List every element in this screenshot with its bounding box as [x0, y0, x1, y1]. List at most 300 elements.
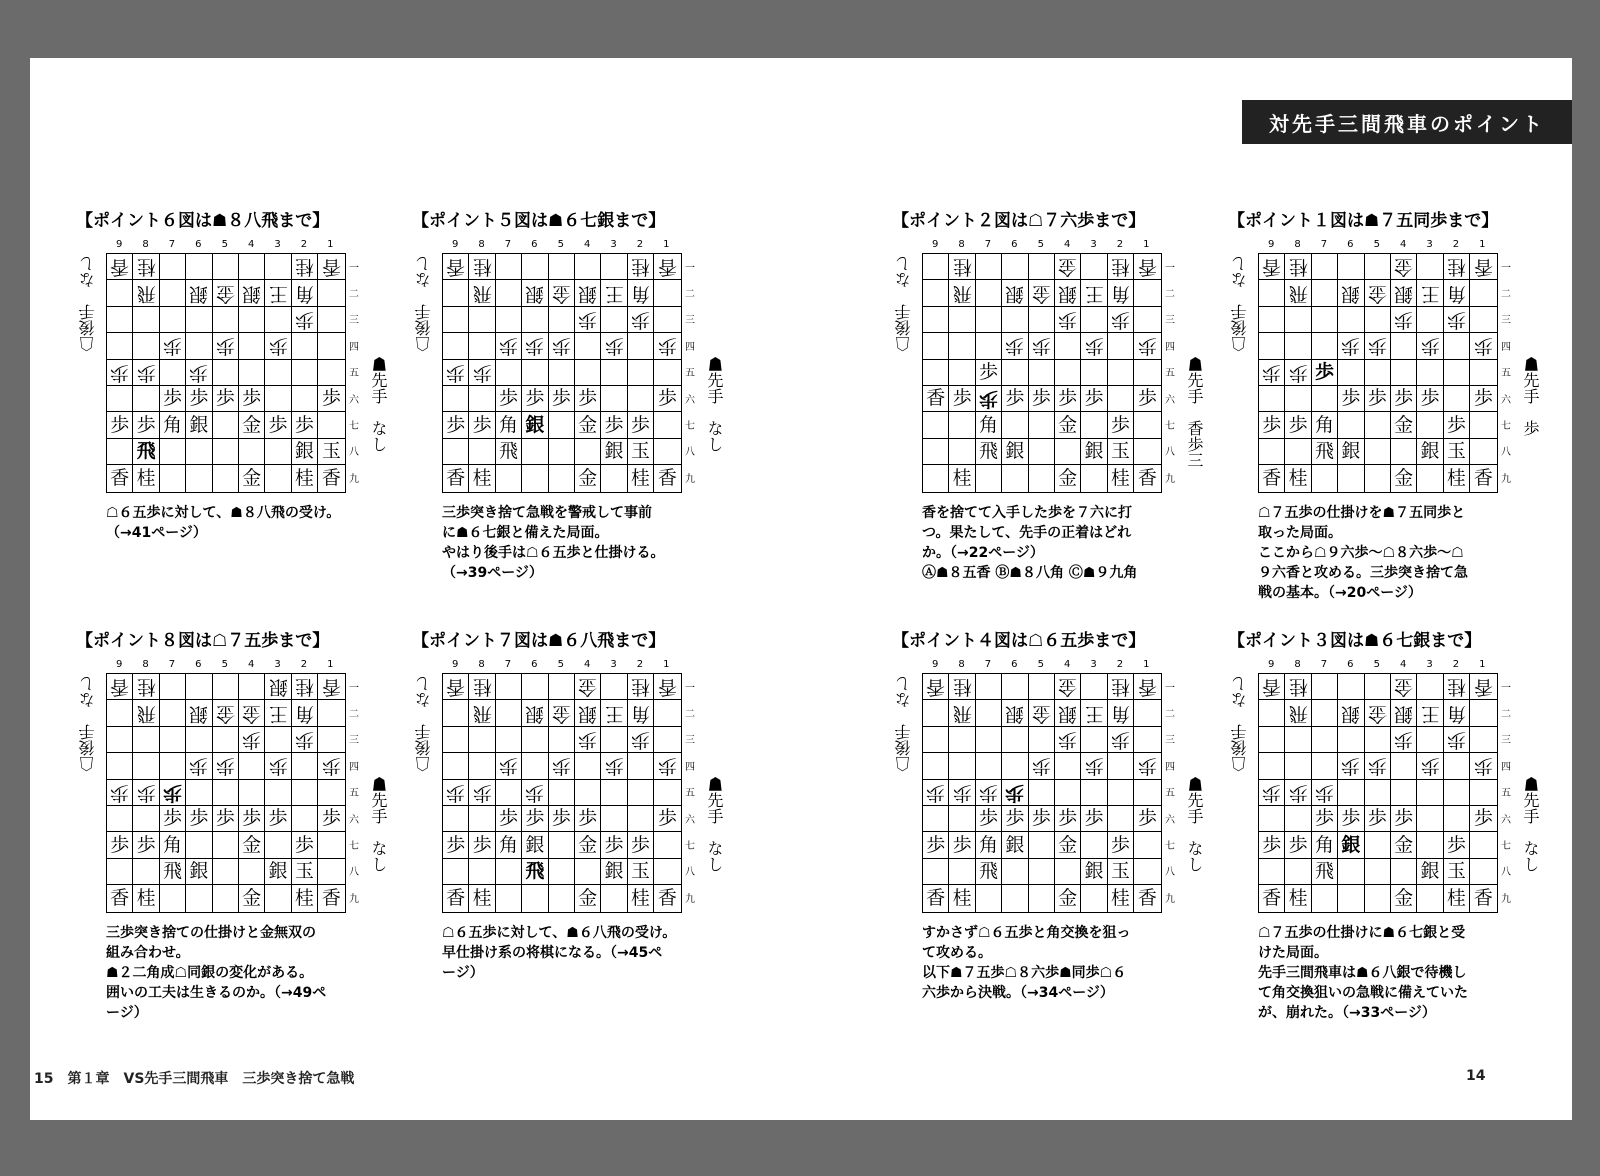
board-square	[601, 753, 627, 779]
shogi-piece: 桂	[294, 466, 314, 489]
shogi-piece: 飛	[136, 282, 156, 305]
board-square	[1312, 307, 1338, 333]
row-number: 九	[1165, 473, 1175, 485]
board-square	[292, 412, 318, 438]
shogi-piece: 香	[321, 466, 341, 489]
shogi-piece: 歩	[978, 360, 998, 383]
board-square	[496, 333, 522, 359]
shogi-piece: 銀	[1341, 439, 1361, 462]
board-square	[1134, 439, 1160, 465]
row-number: 六	[685, 814, 695, 826]
shogi-piece: 香	[321, 256, 341, 279]
shogi-piece: 歩	[1288, 833, 1308, 856]
shogi-piece: 歩	[498, 755, 518, 778]
board-square	[1285, 753, 1311, 779]
column-number: 4	[247, 659, 255, 670]
shogi-piece: 銀	[189, 413, 209, 436]
diagram-title: 【ポイント３図は☗６七銀まで】	[1228, 631, 1482, 651]
board-square	[949, 885, 975, 911]
board-square	[1108, 412, 1134, 438]
shogi-piece: 銀	[242, 282, 262, 305]
board-square	[1338, 465, 1364, 491]
board-square	[1259, 307, 1285, 333]
row-number: 四	[1501, 761, 1511, 773]
row-number: 八	[1501, 867, 1511, 879]
board-square	[549, 674, 575, 700]
shogi-piece: 歩	[551, 335, 571, 358]
sente-pieces-in-hand: ☗先手 なし	[1521, 776, 1540, 872]
board-square	[949, 360, 975, 386]
shogi-piece: 香	[446, 256, 466, 279]
board-square	[1002, 859, 1028, 885]
board-square	[1134, 465, 1160, 491]
board-square	[239, 700, 265, 726]
caption-line: ☖６五歩に対して、☗６八飛の受け。	[442, 925, 677, 941]
board-square	[1312, 806, 1338, 832]
board-square	[1444, 333, 1470, 359]
board-square	[522, 832, 548, 858]
board-square	[575, 806, 601, 832]
board-square	[522, 412, 548, 438]
board-square	[133, 832, 159, 858]
shogi-piece: 歩	[321, 755, 341, 778]
shogi-piece: 香	[1262, 466, 1282, 489]
board-square	[1417, 280, 1443, 306]
shogi-piece: 歩	[136, 781, 156, 804]
board-square	[976, 386, 1002, 412]
board-square	[265, 727, 291, 753]
shogi-piece: 飛	[978, 439, 998, 462]
column-number: 5	[221, 659, 228, 670]
board-square	[1417, 333, 1443, 359]
board-square	[265, 280, 291, 306]
board-square	[1134, 806, 1160, 832]
section-banner: 対先手三間飛車のポイント	[1242, 100, 1572, 144]
diagram-title: 【ポイント４図は☖６五歩まで】	[892, 631, 1146, 651]
column-number: 9	[1268, 659, 1275, 670]
board-square	[1055, 307, 1081, 333]
shogi-piece: 歩	[215, 335, 235, 358]
board-square	[1108, 700, 1134, 726]
shogi-piece: 歩	[136, 833, 156, 856]
row-number: 二	[1165, 289, 1175, 301]
board-square	[1055, 806, 1081, 832]
shogi-piece: 歩	[1005, 335, 1025, 358]
shogi-piece: 歩	[578, 308, 598, 331]
board-square	[549, 859, 575, 885]
board-square	[1470, 439, 1496, 465]
shogi-piece: 角	[1110, 702, 1130, 725]
shogi-piece: 香	[446, 676, 466, 699]
board-square	[1081, 465, 1107, 491]
board-square	[654, 700, 680, 726]
column-number: 8	[958, 659, 965, 670]
board-square	[1338, 254, 1364, 280]
board-square	[654, 307, 680, 333]
board-square	[575, 280, 601, 306]
board-square	[1055, 885, 1081, 911]
row-number: 八	[1165, 447, 1175, 459]
board-square	[1391, 885, 1417, 911]
sente-pieces-in-hand: ☗先手 香歩三	[1185, 356, 1204, 468]
diagram-caption	[922, 503, 1212, 583]
shogi-piece: 歩	[978, 807, 998, 830]
shogi-piece: 桂	[630, 886, 650, 909]
board-square	[213, 753, 239, 779]
shogi-piece: 金	[1394, 413, 1414, 436]
shogi-piece: 歩	[1005, 781, 1025, 804]
shogi-piece: 歩	[472, 833, 492, 856]
row-number: 九	[685, 473, 695, 485]
board-square	[949, 280, 975, 306]
board-square	[949, 674, 975, 700]
shogi-piece: 金	[1058, 466, 1078, 489]
board-square	[1002, 280, 1028, 306]
board-square	[469, 885, 495, 911]
row-number: 七	[1165, 421, 1175, 433]
board-square	[107, 700, 133, 726]
board-square	[1365, 360, 1391, 386]
column-number: 6	[195, 239, 202, 250]
column-number: 9	[116, 659, 123, 670]
shogi-piece: 歩	[110, 413, 130, 436]
column-number: 9	[1268, 239, 1275, 250]
shogi-piece: 歩	[1341, 755, 1361, 778]
board-square	[1417, 307, 1443, 333]
board-square	[1002, 439, 1028, 465]
board-square	[1108, 254, 1134, 280]
board-square	[160, 753, 186, 779]
board-square	[628, 412, 654, 438]
column-number: 1	[1143, 659, 1150, 670]
board-square	[1444, 254, 1470, 280]
board-square	[1134, 254, 1160, 280]
board-square	[1285, 885, 1311, 911]
board-square	[1081, 333, 1107, 359]
board-square	[186, 859, 212, 885]
board-square	[976, 360, 1002, 386]
board-square	[1417, 859, 1443, 885]
board-square	[949, 439, 975, 465]
board-square	[628, 360, 654, 386]
sente-pieces-in-hand: ☗先手 なし	[705, 356, 724, 452]
board-square	[1002, 333, 1028, 359]
column-number: 1	[327, 239, 334, 250]
shogi-piece: 歩	[1288, 361, 1308, 384]
board-square	[654, 333, 680, 359]
board-square	[107, 832, 133, 858]
row-number: 八	[349, 447, 359, 459]
board-square	[654, 439, 680, 465]
sente-pieces-in-hand: ☗先手 なし	[1185, 776, 1204, 872]
board-square	[496, 360, 522, 386]
row-number: 六	[1501, 394, 1511, 406]
board-square	[133, 753, 159, 779]
board-square	[1285, 254, 1311, 280]
board-square	[923, 674, 949, 700]
shogi-diagram	[76, 626, 401, 1046]
board-square	[292, 885, 318, 911]
board-square	[1029, 465, 1055, 491]
board-square	[575, 439, 601, 465]
shogi-piece: 王	[1084, 282, 1104, 305]
board-square	[1470, 360, 1496, 386]
shogi-piece: 歩	[1367, 807, 1387, 830]
board-square	[601, 254, 627, 280]
row-number: 二	[1501, 289, 1511, 301]
board-square	[923, 753, 949, 779]
board-square	[239, 465, 265, 491]
shogi-board	[442, 673, 682, 913]
board-square	[1134, 832, 1160, 858]
board-square	[1081, 674, 1107, 700]
column-number: 7	[984, 659, 992, 670]
board-square	[1108, 439, 1134, 465]
shogi-piece: 金	[1394, 886, 1414, 909]
board-square	[1365, 753, 1391, 779]
board-square	[239, 885, 265, 911]
board-square	[213, 333, 239, 359]
board-square	[1285, 386, 1311, 412]
board-square	[1002, 412, 1028, 438]
shogi-piece: 歩	[268, 413, 288, 436]
shogi-piece: 歩	[215, 807, 235, 830]
row-number: 二	[349, 289, 359, 301]
shogi-piece: 金	[578, 466, 598, 489]
caption-line: ☖７五歩の仕掛けに☗６七銀と受	[1258, 925, 1466, 941]
board-square	[1417, 360, 1443, 386]
board-square	[1055, 780, 1081, 806]
board-square	[1338, 700, 1364, 726]
board-square	[628, 780, 654, 806]
board-square	[443, 780, 469, 806]
board-square	[443, 885, 469, 911]
column-number: 2	[636, 659, 644, 670]
shogi-piece: 歩	[1473, 387, 1493, 410]
board-square	[213, 307, 239, 333]
board-square	[239, 439, 265, 465]
board-square	[496, 412, 522, 438]
board-square	[628, 386, 654, 412]
shogi-piece: 角	[294, 702, 314, 725]
board-square	[318, 727, 344, 753]
board-square	[1417, 753, 1443, 779]
shogi-piece: 歩	[1341, 335, 1361, 358]
board-square	[1259, 280, 1285, 306]
board-square	[213, 254, 239, 280]
row-number: 八	[1165, 867, 1175, 879]
shogi-piece: 銀	[268, 859, 288, 882]
board-square	[265, 360, 291, 386]
row-number: 八	[685, 447, 695, 459]
caption-line: 六歩から決戦。（→34ページ）	[922, 985, 1114, 1001]
board-square	[923, 780, 949, 806]
board-square	[1391, 360, 1417, 386]
board-square	[186, 727, 212, 753]
board-square	[443, 333, 469, 359]
shogi-piece: 桂	[136, 676, 156, 699]
board-square	[1108, 674, 1134, 700]
board-square	[1002, 806, 1028, 832]
column-number: 7	[1320, 239, 1328, 250]
board-square	[1259, 780, 1285, 806]
board-square	[549, 780, 575, 806]
sente-pieces-in-hand: ☗先手 なし	[369, 776, 388, 872]
shogi-piece: 金	[1058, 886, 1078, 909]
board-square	[575, 333, 601, 359]
board-square	[1029, 859, 1055, 885]
board-square	[1470, 753, 1496, 779]
shogi-piece: 歩	[268, 335, 288, 358]
caption-line: 以下☗７五歩☖８六歩☗同歩☖６	[922, 965, 1127, 981]
caption-line: ☗２二角成☖同銀の変化がある。	[106, 965, 314, 981]
board-square	[265, 674, 291, 700]
board-square	[575, 254, 601, 280]
column-number: 2	[1116, 239, 1124, 250]
board-square	[1055, 412, 1081, 438]
board-square	[496, 753, 522, 779]
row-number: 三	[349, 315, 359, 327]
shogi-piece: 飛	[1288, 702, 1308, 725]
board-square	[133, 885, 159, 911]
board-square	[107, 333, 133, 359]
board-square	[1365, 806, 1391, 832]
board-square	[1365, 254, 1391, 280]
board-square	[1365, 700, 1391, 726]
shogi-piece: 歩	[472, 361, 492, 384]
board-square	[1470, 465, 1496, 491]
board-square	[549, 360, 575, 386]
column-number: 6	[1347, 659, 1354, 670]
board-square	[522, 280, 548, 306]
board-square	[1259, 439, 1285, 465]
column-number: 4	[583, 239, 591, 250]
board-square	[1338, 307, 1364, 333]
shogi-piece: 飛	[136, 702, 156, 725]
shogi-piece: 歩	[1446, 308, 1466, 331]
column-number: 4	[583, 659, 591, 670]
board-square	[1444, 806, 1470, 832]
column-number: 5	[1373, 659, 1380, 670]
shogi-piece: 香	[657, 886, 677, 909]
shogi-piece: 桂	[1110, 466, 1130, 489]
shogi-piece: 銀	[1084, 439, 1104, 462]
board-square	[239, 386, 265, 412]
board-square	[1134, 753, 1160, 779]
column-number: 2	[300, 239, 308, 250]
row-number: 四	[1165, 341, 1175, 353]
board-square	[318, 780, 344, 806]
board-square	[976, 280, 1002, 306]
board-square	[265, 700, 291, 726]
board-square	[213, 386, 239, 412]
board-square	[318, 412, 344, 438]
row-number: 二	[1165, 709, 1175, 721]
board-square	[107, 806, 133, 832]
shogi-piece: 歩	[1288, 413, 1308, 436]
shogi-piece: 歩	[952, 781, 972, 804]
board-square	[1134, 727, 1160, 753]
column-numbers	[1258, 659, 1496, 673]
board-square	[213, 360, 239, 386]
board-square	[186, 700, 212, 726]
column-number: 7	[504, 659, 512, 670]
shogi-piece: 香	[1137, 676, 1157, 699]
shogi-piece: 歩	[1031, 807, 1051, 830]
shogi-piece: 金	[242, 833, 262, 856]
board-square	[1338, 753, 1364, 779]
shogi-diagram	[412, 206, 737, 626]
board-square	[949, 727, 975, 753]
board-square	[1285, 280, 1311, 306]
caption-line: ☖７五歩の仕掛けを☗７五同歩と	[1258, 505, 1466, 521]
shogi-piece: 歩	[978, 388, 998, 411]
board-square	[469, 806, 495, 832]
board-square	[160, 674, 186, 700]
board-square	[1134, 700, 1160, 726]
board-square	[443, 280, 469, 306]
board-square	[1312, 780, 1338, 806]
shogi-piece: 歩	[446, 361, 466, 384]
shogi-piece: 香	[1262, 886, 1282, 909]
board-square	[469, 674, 495, 700]
shogi-piece: 歩	[1031, 335, 1051, 358]
board-square	[469, 439, 495, 465]
shogi-piece: 歩	[268, 807, 288, 830]
shogi-piece: 香	[446, 886, 466, 909]
board-square	[601, 806, 627, 832]
shogi-piece: 銀	[1394, 282, 1414, 305]
column-number: 4	[1399, 239, 1407, 250]
diagram-caption	[106, 923, 396, 1023]
gote-pieces-in-hand: ☖後手 なし	[78, 676, 97, 772]
shogi-piece: 歩	[1058, 387, 1078, 410]
board-square	[292, 859, 318, 885]
board-square	[1312, 465, 1338, 491]
board-square	[1417, 439, 1443, 465]
shogi-piece: 桂	[630, 256, 650, 279]
shogi-piece: 銀	[1420, 859, 1440, 882]
shogi-piece: 歩	[551, 755, 571, 778]
board-square	[628, 439, 654, 465]
shogi-piece: 歩	[189, 361, 209, 384]
shogi-piece: 香	[1473, 256, 1493, 279]
board-square	[1365, 885, 1391, 911]
board-square	[1055, 674, 1081, 700]
board-square	[601, 700, 627, 726]
shogi-piece: 桂	[1110, 256, 1130, 279]
board-square	[443, 806, 469, 832]
shogi-piece: 飛	[136, 439, 156, 462]
board-square	[1055, 465, 1081, 491]
board-square	[469, 412, 495, 438]
row-number: 四	[1501, 341, 1511, 353]
board-square	[496, 859, 522, 885]
shogi-piece: 角	[630, 702, 650, 725]
board-square	[160, 280, 186, 306]
board-square	[107, 254, 133, 280]
shogi-piece: 歩	[1473, 807, 1493, 830]
shogi-piece: 金	[551, 282, 571, 305]
board-square	[1055, 439, 1081, 465]
board-square	[496, 465, 522, 491]
shogi-piece: 王	[268, 702, 288, 725]
board-square	[160, 727, 186, 753]
board-square	[1444, 280, 1470, 306]
board-square	[265, 386, 291, 412]
caption-line: ９六香と攻める。三歩突き捨て急	[1258, 565, 1468, 581]
column-numbers	[922, 659, 1160, 673]
